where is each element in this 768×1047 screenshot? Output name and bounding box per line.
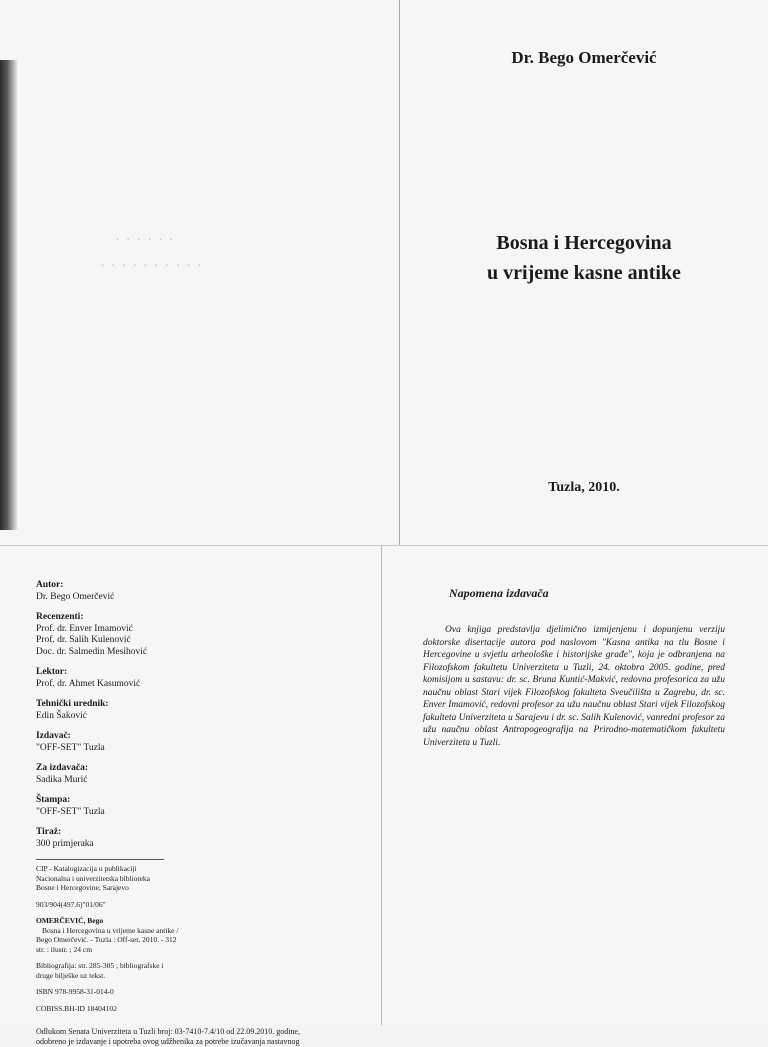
cip-line: str. : ilustr. ; 24 cm [36,944,93,954]
title-page-author: Dr. Bego Omerčević [511,48,657,67]
cip-divider [36,859,164,860]
imprint-value: Edin Šaković [36,710,87,721]
cip-entry [36,916,346,954]
imprint-value: "OFF-SET" Tuzla [36,742,105,753]
senate-note-line: Odlukom Senata Univerziteta u Tuzli broj: 03-7410-7.4/10 od 22.09.2010. godine, [36,1027,300,1036]
imprint-for-publisher-block [36,763,346,786]
cip-bibliography [36,961,346,980]
senate-approval-note [36,1027,376,1047]
page-edge-shadow [0,60,18,530]
imprint-value: Sadika Murić [36,774,88,785]
bleed-through-text: · · · · · · [115,232,175,248]
cip-cobiss: COBISS.BH-ID 18404102 [36,1003,117,1013]
imprint-spread [0,545,768,1046]
cip-header [36,864,346,893]
publisher-note-heading: Napomena izdavača [449,586,549,600]
imprint-label: Štampa: [36,795,71,805]
cip-line: Bosna i Hercegovina u vrijeme kasne antike / [42,925,179,935]
imprint-value: "OFF-SET" Tuzla [36,806,105,817]
reviewer-name: Prof. dr. Enver Imamović [36,623,133,634]
cip-record [36,864,346,1013]
cip-line: CIP - Katalogizacija u publikaciji [36,864,137,873]
reviewer-name: Prof. dr. Salih Kulenović [36,635,131,645]
imprint-label: Lektor: [36,667,68,677]
imprint-reviewers-block [36,612,346,658]
imprint-label: Izdavač: [36,731,71,741]
senate-note-line: odobreno je izdavanje i upotreba ovog udžbenika za potrebe izučavanja nastavnog [36,1037,300,1046]
book-gutter [381,546,382,1025]
imprint-tech-editor-block [36,699,346,722]
place-and-year: Tuzla, 2010. [548,480,620,495]
book-title-line-2: u vrijeme kasne antike [487,262,681,284]
book-title [400,228,768,288]
book-title-line-1: Bosna i Hercegovina [496,232,672,254]
bleed-through-text: · · · · · · · · · · [100,258,203,274]
imprint-lector-block [36,667,346,690]
cip-isbn: ISBN 978-9958-31-014-0 [36,987,114,996]
imprint-run-block [36,827,346,850]
imprint-value: Prof. dr. Ahmet Kasumović [36,678,141,689]
publisher-note-body: Ova knjiga predstavlja djelimično izmijenjenu i dopunjenu verziju doktorske disertacije autora pod naslovom "Kasna antika na tlu Bosne i Hercegovine u svjetlu arheološke i historijske građe", koja je odbranjena na Filozofskom fakultetu Univerziteta u Tuzli, 24. oktobra 2005. godine, pred komisijom u sastavu: dr. sc. Bruna Kuntić-Makvić, redovna profesorica za užu naučnu oblast Stari vijek Filozofskog fakulteta Sveučilišta u Zagrebu, dr. sc. Enver Imamović, redovni profesor za užu naučnu oblast Stari vijek Filozofskog fakulteta Univerziteta u Sarajevu i dr. sc. Salih Kulenović, vanredni profesor za užu naučnu oblast Antropogeografija na Prirodno-matematičkom fakultetu Univerziteta u Tuzli. [423,625,725,748]
imprint-page [36,580,346,1047]
imprint-author-block [36,580,346,603]
imprint-value: Dr. Bego Omerčević [36,591,115,602]
imprint-publisher-block [36,731,346,754]
cip-line: Bosne i Hercegovine, Sarajevo [36,883,129,892]
imprint-label: Tiraž: [36,827,62,837]
cip-line: Bego Omerčević. - Tuzla : Off-set, 2010. - 312 [36,935,177,944]
imprint-label: Recenzenti: [36,612,84,622]
imprint-value: 300 primjeraka [36,838,94,849]
cip-udc: 903/904(497.6)"01/06" [36,899,106,909]
cip-line: druge bilješke uz tekst. [36,970,106,980]
cip-line: Bibliografija: str. 285-305 ; bibliografske i [36,961,164,970]
imprint-print-block [36,795,346,818]
cip-entry-name: OMERČEVIĆ, Bego [36,916,104,925]
reviewer-name: Doc. dr. Salmedin Mesihović [36,646,148,657]
imprint-label: Tehnički urednik: [36,699,109,709]
cip-line: Nacionalna i univerzitetska biblioteka [36,873,150,883]
imprint-label: Za izdavača: [36,763,88,773]
imprint-label: Autor: [36,580,64,590]
